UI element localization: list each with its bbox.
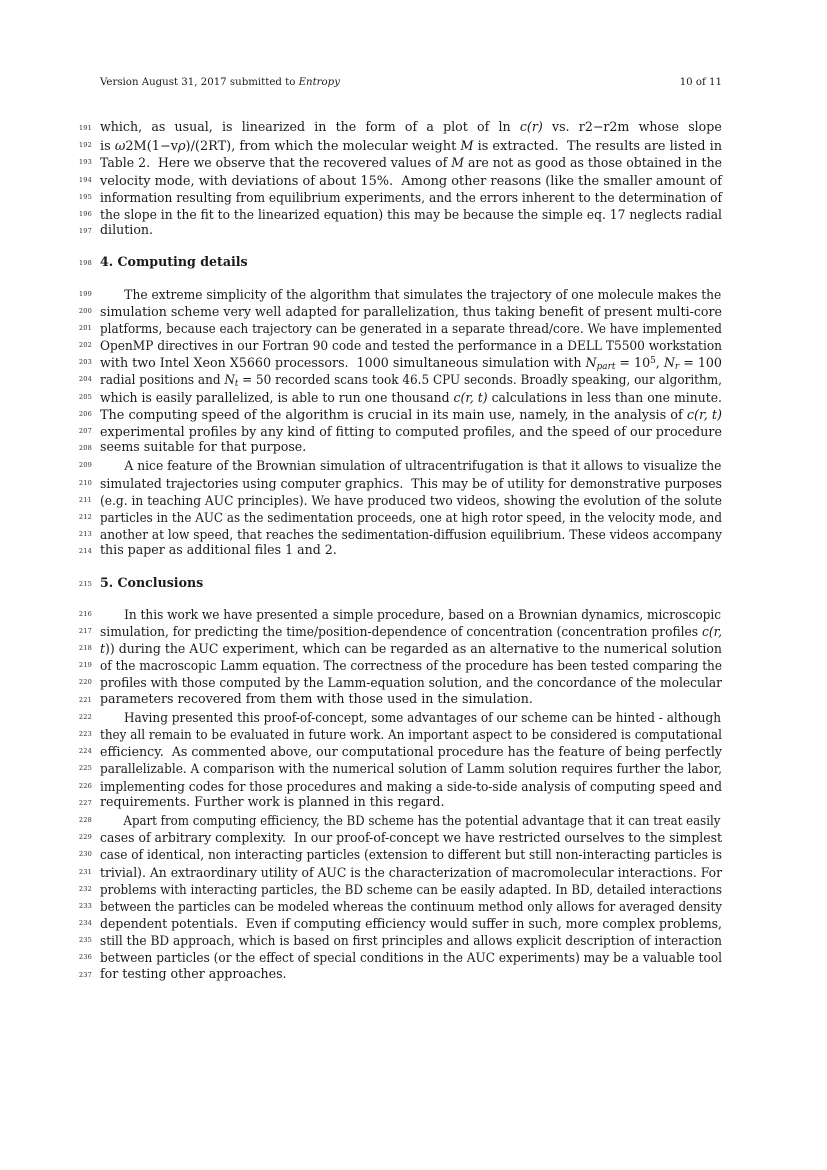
word: is xyxy=(221,119,233,134)
word: vs. xyxy=(551,119,570,134)
line-number: 234 xyxy=(78,919,92,928)
line-number: 218 xyxy=(78,644,92,653)
page-number: 10 of 11 xyxy=(679,77,722,88)
line-content: velocity mode, with deviations of about 15%. Among other reasons (like the smaller amount of xyxy=(100,172,722,188)
word: plot xyxy=(443,119,468,134)
text-run: calculations in less than one minute. xyxy=(487,389,722,405)
text-line xyxy=(0,965,827,982)
section-heading-computing-details xyxy=(0,253,827,270)
text-run: are not as good as those obtained in the xyxy=(463,155,722,171)
text-line xyxy=(0,724,827,741)
line-content: they all remain to be evaluated in future work. An important aspect to be considered is computational xyxy=(100,727,722,742)
word: slope xyxy=(688,119,722,134)
line-number: 205 xyxy=(78,392,92,401)
line-number: 222 xyxy=(78,712,92,721)
text-line xyxy=(0,672,827,689)
line-number: 225 xyxy=(78,764,92,773)
subscript-t: t xyxy=(234,379,239,390)
line-number: 217 xyxy=(78,626,92,635)
line-content: of the macroscopic Lamm equation. The correctness of the procedure has been tested comparing the xyxy=(100,658,722,674)
line-number: 198 xyxy=(78,259,92,268)
math-c-of-r-t: c(r, t) xyxy=(686,406,722,422)
line-content xyxy=(100,118,722,135)
symbol-m: M xyxy=(460,138,474,154)
text-line xyxy=(0,369,827,390)
line-content: A nice feature of the Brownian simulation of ultracentrifugation is that it allows to visualize the xyxy=(124,458,722,474)
math-r2-minus-r2m: r2−r2m xyxy=(578,119,630,134)
document-body xyxy=(0,118,827,982)
symbol-n: N xyxy=(224,372,235,388)
text-run: The computing speed of the algorithm is crucial in its main use, namely, in the analysis of xyxy=(100,406,687,422)
spacer xyxy=(0,591,827,604)
text-line xyxy=(0,638,827,655)
text-run: = 100 xyxy=(679,355,722,371)
text-line xyxy=(0,758,827,775)
text-line xyxy=(0,793,827,810)
heading-text: 4. Computing details xyxy=(100,254,248,270)
text-run: radial positions and xyxy=(100,372,225,388)
text-line xyxy=(0,170,827,187)
line-number: 236 xyxy=(78,953,92,962)
text-line xyxy=(0,524,827,541)
word: ln xyxy=(498,119,511,134)
line-number: 196 xyxy=(78,209,92,218)
line-number: 223 xyxy=(78,730,92,738)
line-number: 231 xyxy=(78,867,92,876)
text-line xyxy=(0,507,827,524)
line-content: case of identical, non interacting particles (extension to different but still non-interacting particles is xyxy=(100,847,722,863)
spacer xyxy=(0,271,827,284)
text-line xyxy=(0,352,827,373)
spacer xyxy=(0,559,827,574)
heading-text: 5. Conclusions xyxy=(100,574,204,590)
word: which, xyxy=(100,119,143,134)
running-head-version: Version August 31, 2017 submitted to xyxy=(100,77,299,88)
line-number: 214 xyxy=(78,547,92,556)
line-number: 203 xyxy=(78,358,92,367)
line-content: dilution. xyxy=(100,222,154,238)
line-content: another at low speed, that reaches the sedimentation-diffusion equilibrium. These videos accompany xyxy=(100,527,722,543)
line-content: simulation scheme very well adapted for parallelization, thus taking benefit of present multi-core xyxy=(100,303,722,319)
subscript-r: r xyxy=(674,362,680,373)
line-content: this paper as additional files 1 and 2. xyxy=(100,542,337,558)
text-line xyxy=(0,187,827,204)
text-line xyxy=(0,541,827,558)
text-line xyxy=(0,844,827,861)
line-number: 224 xyxy=(78,747,92,756)
text-line xyxy=(0,655,827,672)
line-content: dependent potentials. Even if computing efficiency would suffer in such, more complex problems, xyxy=(100,916,722,932)
line-number: 235 xyxy=(78,936,92,945)
symbol-rho: ρ xyxy=(177,138,186,154)
word: a xyxy=(426,119,434,134)
word: in xyxy=(314,119,327,134)
line-number: 192 xyxy=(78,141,92,150)
text-run: with two Intel Xeon X5660 processors. 1000 simultaneous simulation with xyxy=(100,355,586,371)
text-line xyxy=(0,335,827,352)
symbol-n: N xyxy=(585,355,597,371)
line-number: 206 xyxy=(78,409,92,418)
line-number: 202 xyxy=(78,341,92,350)
line-content: experimental profiles by any kind of fitting to computed profiles, and the speed of our procedure xyxy=(100,424,723,439)
text-run: which is easily parallelized, is able to run one thousand xyxy=(100,389,454,405)
word: form xyxy=(365,119,396,134)
text-line xyxy=(0,438,827,455)
line-content: parameters recovered from them with those used in the simulation. xyxy=(100,690,533,706)
line-content: between the particles can be modeled whereas the continuum method only allows for averaged density xyxy=(100,898,722,914)
text-line xyxy=(0,810,827,827)
line-content: for testing other approaches. xyxy=(100,965,287,981)
line-number: 204 xyxy=(78,375,92,384)
word: the xyxy=(335,119,357,134)
text-line xyxy=(0,387,827,404)
line-number: 200 xyxy=(78,306,92,315)
text-line xyxy=(0,947,827,964)
line-content: simulated trajectories using computer graphics. This may be of utility for demonstrative purposes xyxy=(100,475,722,491)
text-run: is extracted. The results are listed in xyxy=(473,138,722,154)
math-c-of-r-t: c(r, t) xyxy=(453,389,488,405)
line-number: 193 xyxy=(78,158,92,167)
line-number: 209 xyxy=(78,461,92,470)
line-content: Having presented this proof-of-concept, some advantages of our scheme can be hinted - although xyxy=(123,709,721,725)
exponent-five: 5 xyxy=(650,356,656,367)
line-content: particles in the AUC as the sedimentation proceeds, one at high rotor speed, in the velocity mode, and xyxy=(100,509,722,525)
line-content: parallelizable. A comparison with the numerical solution of Lamm solution requires further the labor, xyxy=(100,761,722,777)
line-number: 230 xyxy=(78,850,92,859)
line-number: 233 xyxy=(78,901,92,910)
running-head xyxy=(100,76,722,89)
line-content: between particles (or the effect of special conditions in the AUC experiments) may be a valuable tool xyxy=(100,950,722,966)
line-number: 212 xyxy=(78,512,92,521)
line-number: 215 xyxy=(78,579,92,588)
text-line xyxy=(0,152,827,169)
line-number: 213 xyxy=(78,530,92,539)
text-line xyxy=(0,204,827,221)
line-number: 194 xyxy=(78,175,92,184)
line-content: efficiency. As commented above, our computational procedure has the feature of being perfectly xyxy=(100,744,722,760)
line-content: The extreme simplicity of the algorithm that simulates the trajectory of one molecule makes the xyxy=(124,286,722,302)
text-line xyxy=(0,301,827,318)
line-number: 207 xyxy=(78,427,92,435)
text-line xyxy=(0,421,827,438)
line-number: 216 xyxy=(78,609,92,618)
text-line xyxy=(0,862,827,879)
text-line xyxy=(0,490,827,507)
line-number: 199 xyxy=(78,289,92,298)
section-heading-conclusions xyxy=(0,574,827,591)
line-content: implementing codes for those procedures and making a side-to-side analysis of computing speed and xyxy=(100,778,722,794)
text-run: simulation, for predicting the time/position-dependence of concentration (concentration profiles xyxy=(100,623,702,639)
line-number: 226 xyxy=(78,781,92,790)
word: as xyxy=(151,119,166,134)
text-line xyxy=(0,707,827,724)
line-number: 197 xyxy=(78,227,92,236)
text-line xyxy=(0,604,827,621)
text-line xyxy=(0,318,827,335)
text-line xyxy=(0,776,827,793)
line-content: trivial). An extraordinary utility of AUC is the characterization of macromolecular interactions. For xyxy=(100,864,722,880)
line-number: 229 xyxy=(78,833,92,842)
text-run: )) during the AUC experiment, which can be regarded as an alternative to the numerical solution xyxy=(105,641,722,657)
text-run: = 10 xyxy=(615,355,651,371)
line-content: problems with interacting particles, the BD scheme can be easily adapted. In BD, detailed interactions xyxy=(100,881,722,897)
line-number: 227 xyxy=(78,798,92,807)
word: linearized xyxy=(241,119,306,134)
line-content: platforms, because each trajectory can be generated in a separate thread/core. We have implemented xyxy=(100,320,722,336)
text-line xyxy=(0,930,827,947)
line-content xyxy=(100,353,722,373)
text-line xyxy=(0,913,827,930)
line-number: 201 xyxy=(78,323,92,332)
text-line xyxy=(0,118,827,135)
word: of xyxy=(404,119,418,134)
running-head-left xyxy=(100,76,340,89)
text-line xyxy=(0,455,827,472)
text-run: is xyxy=(100,138,115,154)
line-content: In this work we have presented a simple procedure, based on a Brownian dynamics, microscopic xyxy=(124,606,722,622)
line-number: 208 xyxy=(78,444,92,453)
text-run: )/(2RT), from which the molecular weight xyxy=(185,138,461,154)
line-number: 237 xyxy=(78,970,92,979)
word: whose xyxy=(638,119,679,134)
text-line xyxy=(0,473,827,490)
text-line xyxy=(0,741,827,758)
text-line xyxy=(0,135,827,152)
text-run: 2M(1−v xyxy=(125,138,178,154)
text-line xyxy=(0,896,827,913)
line-number: 191 xyxy=(78,124,92,132)
text-run: = 50 recorded scans took 46.5 CPU seconds. Broadly speaking, our algorithm, xyxy=(238,372,722,388)
math-t: t xyxy=(100,641,106,657)
text-line xyxy=(0,621,827,638)
line-content: seems suitable for that purpose. xyxy=(100,439,307,455)
line-content: still the BD approach, which is based on first principles and allows explicit description of interaction xyxy=(100,933,722,949)
text-line xyxy=(0,690,827,707)
line-content: OpenMP directives in our Fortran 90 code and tested the performance in a DELL T5500 workstation xyxy=(100,338,722,354)
line-number: 220 xyxy=(78,678,92,687)
line-number: 221 xyxy=(78,695,92,704)
symbol-n: N xyxy=(663,355,675,371)
line-content: (e.g. in teaching AUC principles). We have produced two videos, showing the evolution of the solute xyxy=(100,492,722,508)
symbol-m: M xyxy=(451,155,464,171)
subscript-part: part xyxy=(596,362,616,373)
line-number: 210 xyxy=(78,478,92,487)
text-line xyxy=(0,284,827,301)
text-line xyxy=(0,404,827,421)
line-number: 211 xyxy=(78,495,92,504)
text-line xyxy=(0,827,827,844)
line-content: profiles with those computed by the Lamm-equation solution, and the concordance of the molecular xyxy=(100,675,722,691)
line-content: Apart from computing efficiency, the BD scheme has the potential advantage that it can treat easily xyxy=(123,812,721,828)
word: usual, xyxy=(174,119,213,134)
line-content: information resulting from equilibrium experiments, and the errors inherent to the determination of xyxy=(100,189,722,205)
line-number: 228 xyxy=(78,815,92,824)
text-line xyxy=(0,879,827,896)
text-run: Table 2. Here we observe that the recovered values of xyxy=(100,155,452,171)
line-number: 219 xyxy=(78,661,92,670)
line-number: 232 xyxy=(78,884,92,893)
line-content: cases of arbitrary complexity. In our proof-of-concept we have restricted ourselves to the simplest xyxy=(100,830,722,846)
math-c-of-r: c(r) xyxy=(519,119,543,134)
text-run: , xyxy=(655,355,664,371)
word: of xyxy=(477,119,490,134)
line-content: the slope in the fit to the linearized equation) this may be because the simple eq. 17 neglects radial xyxy=(100,206,722,222)
text-line xyxy=(0,221,827,238)
line-content: requirements. Further work is planned in this regard. xyxy=(100,793,445,809)
running-head-journal: Entropy xyxy=(298,77,340,88)
symbol-omega: ω xyxy=(114,138,126,154)
math-c-of-r: c(r, xyxy=(701,623,722,639)
line-number: 195 xyxy=(78,192,92,201)
spacer xyxy=(0,238,827,253)
